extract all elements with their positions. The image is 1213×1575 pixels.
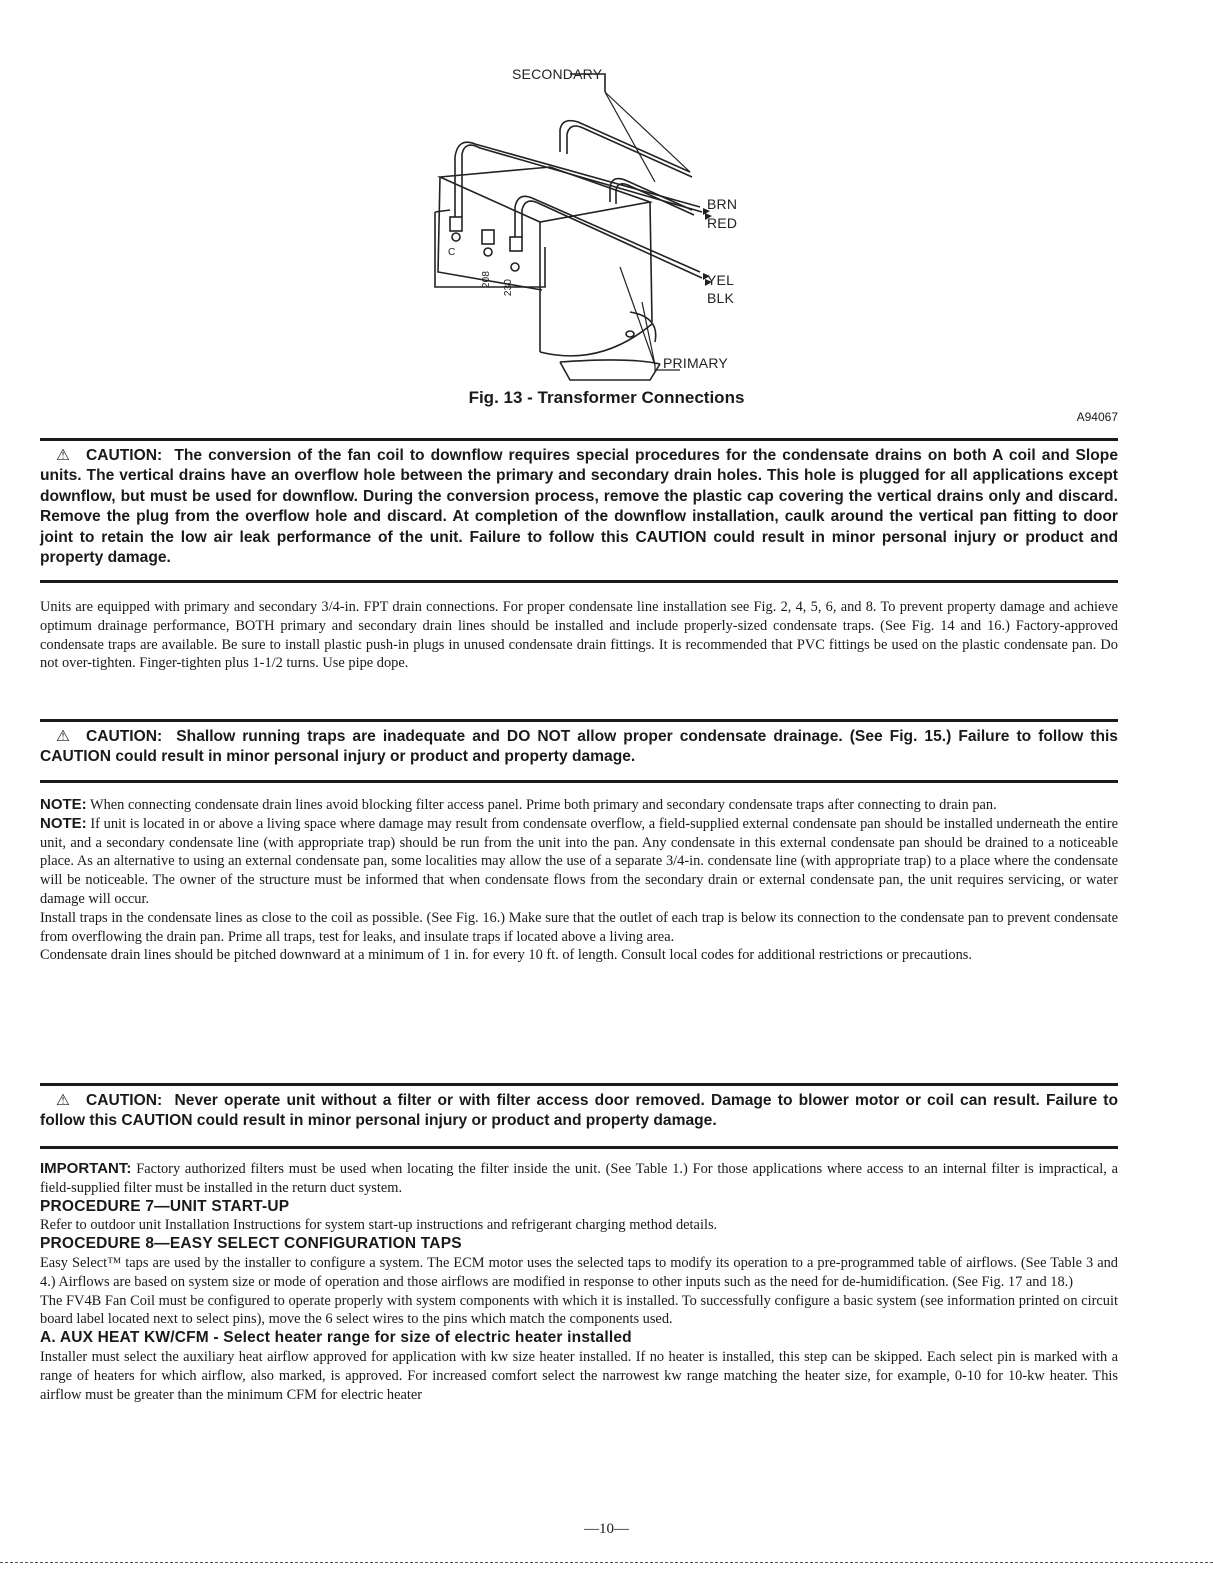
caution-rule-bottom: [40, 1146, 1118, 1149]
section-a-text: Installer must select the auxiliary heat airflow approved for application with kw size heater installed. If no heater is installed, this step can be skipped. Each select pin is marked with a range of heaters for which airflow, also marked, is approved. For increased comfort select the narrowest kw range matching the heater size, for example, 0-10 for 10-kw heater. This airflow must be greater than the minimum CFM for electric heater: [40, 1348, 1118, 1403]
caution-text: The conversion of the fan coil to downflow requires special procedures for the condensate drains on both A coil and Slope units. The vertical drains have an overflow hole between the primary and secondary drain holes. This hole is plugged for all applications except downflow, but must be used for downflow. During the conversion process, remove the plastic cap covering the vertical drains only and discard. Remove the plug from the overflow hole and discard. At completion of the downflow installation, caulk around the vertical pan fitting to door joint to retain the low air leak performance of the unit. Failure to follow this CAUTION could result in minor personal injury or product and property damage.: [40, 447, 1118, 567]
procedure-8-text-1: Easy Select™ taps are used by the installer to configure a system. The ECM motor uses the selected taps to modify its operation to a pre-programmed table of airflows. (See Table 3 and 4.) Airflows are based on system size or mode of operation and those airflows are modified in response to other inputs such as the need for de-humidification. (See Fig. 17 and 18.): [40, 1254, 1118, 1290]
procedure-7-heading: PROCEDURE 7—UNIT START-UP: [40, 1197, 290, 1215]
label-primary: PRIMARY: [663, 355, 728, 371]
caution-label: CAUTION:: [86, 1092, 163, 1109]
caution-rule-top: [40, 719, 1118, 722]
note-1: NOTE: When connecting condensate drain lines avoid blocking filter access panel. Prime both primary and secondary condensate traps after connecting to drain pan.: [40, 796, 997, 813]
warning-icon: ⚠: [56, 1092, 70, 1109]
label-230: 230: [503, 278, 515, 297]
figure-code: A94067: [1076, 410, 1118, 424]
procedure-7-text: Refer to outdoor unit Installation Instructions for system start-up instructions and refrigerant charging method details.: [40, 1217, 718, 1234]
caution-rule-top: [40, 1083, 1118, 1086]
label-com: C: [448, 247, 456, 258]
caution-label: CAUTION:: [86, 447, 163, 464]
label-secondary: SECONDARY: [512, 66, 603, 82]
page-edge-line: [0, 1562, 1213, 1563]
caution-box-3: [40, 1091, 1118, 1132]
transformer-figure: [420, 62, 780, 382]
page-number: —10—: [584, 1521, 629, 1537]
note-2: NOTE: If unit is located in or above a living space where damage may result from condensate overflow, a field-supplied external condensate pan should be installed underneath the entire unit, and a secondary condensate line (with appropriate trap) should be run from the unit into the pan. Any condensate in this external condensate pan should be drained to a noticeable place. As an alternative to using an external condensate pan, some localities may allow the use of a separate 3/4-in. condensate line (with appropriate trap) to a place where the condensate will be noticeable. The owner of the structure must be informed that when condensate flows from the secondary drain or external condensate pan, the unit requires servicing, or water damage will occur.: [40, 814, 1118, 907]
label-yel: YEL: [707, 272, 735, 288]
warning-icon: ⚠: [56, 447, 70, 464]
label-blk: BLK: [707, 290, 735, 306]
caution-text: Never operate unit without a filter or with filter access door removed. Damage to blower motor or coil can result. Failure to follow this CAUTION could result in minor personal injury or product and property damage.: [40, 1092, 1118, 1130]
label-208: 208: [481, 270, 493, 289]
caution-label: CAUTION:: [86, 728, 163, 745]
traps-paragraph: Install traps in the condensate lines as close to the coil as possible. (See Fig. 16.) Make sure that the outlet of each trap is below its connection to the condensate pan to prevent condensate from overflowing the drain pan. Prime all traps, test for leaks, and insulate traps if located above a living area.: [40, 909, 1118, 945]
label-brn: BRN: [707, 196, 738, 212]
procedure-8-text-2: The FV4B Fan Coil must be configured to operate properly with system components with which it is installed. To successfully configure a basic system (see information printed on circuit board label located next to select pins), move the 6 select wires to the pins which match the components used.: [40, 1292, 1118, 1328]
caution-text: Shallow running traps are inadequate and DO NOT allow proper condensate drainage. (See Fig. 15.) Failure to follow this CAUTION could result in minor personal injury or product and property damage.: [40, 728, 1118, 766]
caution-box-2: [40, 727, 1118, 768]
notes-section: [40, 796, 1118, 965]
label-red: RED: [707, 215, 738, 231]
section-a-heading: A. AUX HEAT KW/CFM - Select heater range for size of electric heater installed: [40, 1329, 632, 1347]
figure-caption: Fig. 13 - Transformer Connections: [468, 388, 745, 407]
procedure-8-heading: PROCEDURE 8—EASY SELECT CONFIGURATION TAPS: [40, 1235, 462, 1253]
caution-box-1: [40, 446, 1118, 568]
caution-rule-bottom: [40, 580, 1118, 583]
important-note: IMPORTANT: Factory authorized filters must be used when locating the filter inside the unit. (See Table 1.) For those applications where access to an internal filter is impractical, a field-supplied filter must be installed in the return duct system.: [40, 1160, 1118, 1196]
drain-connections-paragraph: Units are equipped with primary and secondary 3/4-in. FPT drain connections. For proper condensate line installation see Fig. 2, 4, 5, 6, and 8. To prevent property damage and achieve optimum drainage performance, BOTH primary and secondary drain lines should be installed and include properly-sized condensate traps. (See Fig. 14 and 16.) Factory-approved condensate traps are available. Be sure to install plastic push-in plugs in unused condensate drain fittings. It is recommended that PVC fittings be used on the plastic condensate pan. Do not over-tighten. Finger-tighten plus 1-1/2 turns. Use pipe dope.: [40, 599, 1118, 672]
caution-rule-top: [40, 438, 1118, 441]
warning-icon: ⚠: [56, 728, 70, 745]
procedures-section: [40, 1160, 1118, 1404]
pitch-paragraph: Condensate drain lines should be pitched downward at a minimum of 1 in. for every 10 ft. of length. Consult local codes for additional restrictions or precautions.: [40, 947, 972, 964]
caution-rule-bottom: [40, 780, 1118, 783]
